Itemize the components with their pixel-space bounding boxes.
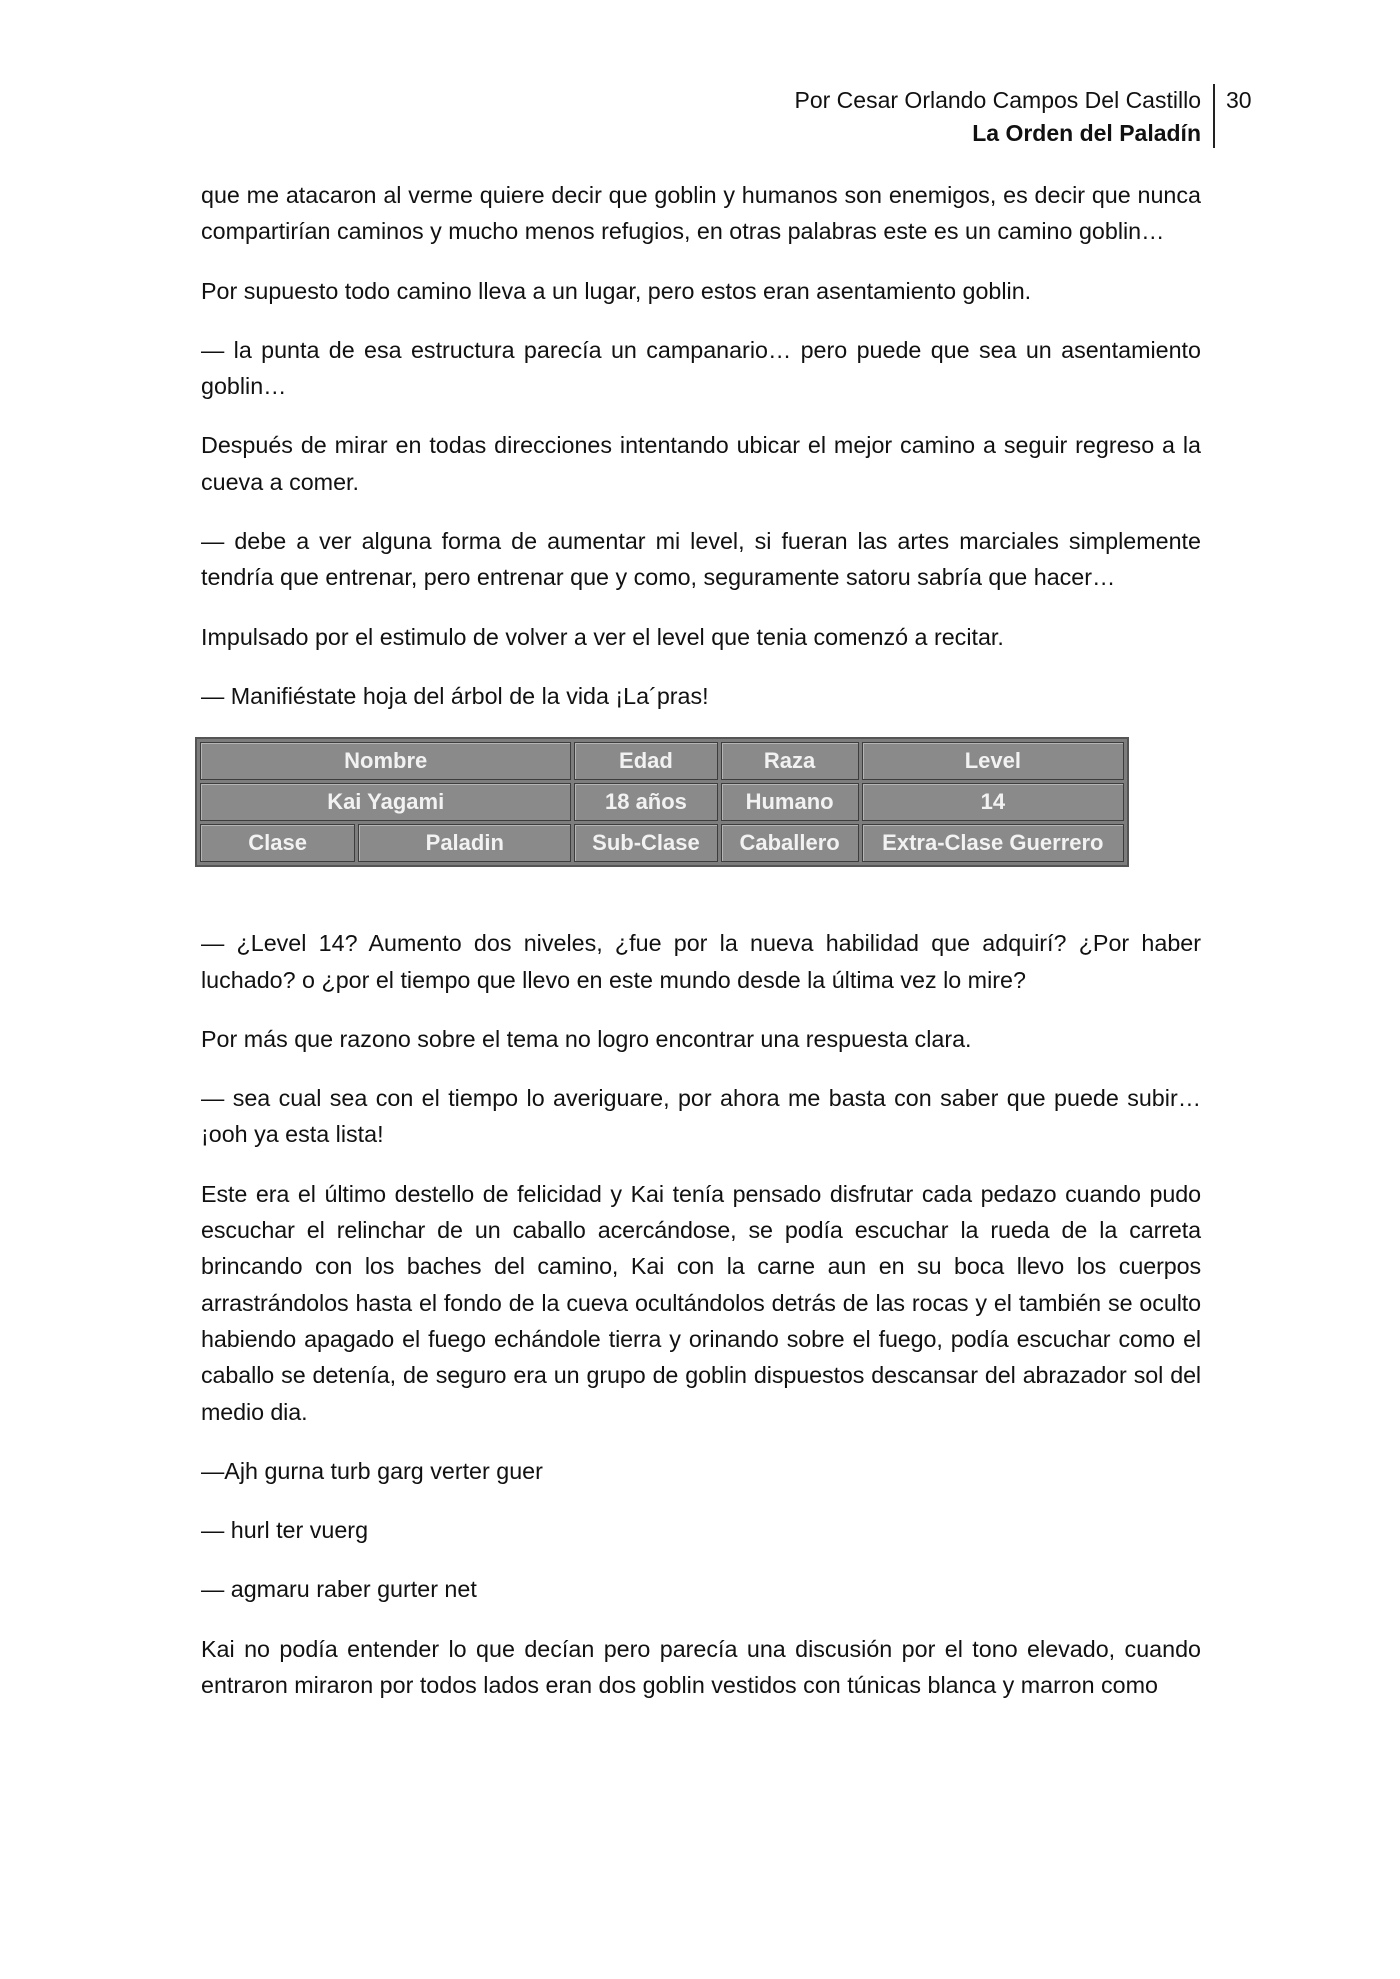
- header-divider: [1213, 84, 1215, 148]
- character-stats-panel: [195, 737, 1129, 871]
- paragraph: Por supuesto todo camino lleva a un lugar, pero estos eran asentamiento goblin.: [201, 277, 1032, 304]
- stats-cell-subclase-value: Caballero: [721, 824, 859, 862]
- stats-cell-clase-label: Clase: [200, 824, 355, 862]
- paragraph: — la punta de esa estructura parecía un campanario… pero puede que sea un asentamiento goblin…: [201, 336, 1201, 400]
- paragraph: Después de mirar en todas direcciones intentando ubicar el mejor camino a seguir regreso a la cueva a comer.: [201, 432, 1201, 495]
- paragraph: — hurl ter vuerg: [201, 1517, 369, 1544]
- header-book-title: La Orden del Paladín: [972, 120, 1201, 146]
- paragraph: Impulsado por el estimulo de volver a ver el level que tenia comenzó a recitar.: [201, 623, 1004, 650]
- page-header: [780, 84, 1201, 150]
- stats-cell-nombre-label: Nombre: [200, 742, 571, 780]
- stats-cell-edad-value: 18 años: [574, 783, 717, 821]
- stats-cell-level-label: Level: [862, 742, 1124, 780]
- stats-cell-clase-value: Paladin: [358, 824, 571, 862]
- header-text-block: [795, 84, 1202, 149]
- page-number: 30: [1226, 87, 1252, 113]
- stats-cell-edad-label: Edad: [574, 742, 717, 780]
- stats-cell-extraclase: Extra-Clase Guerrero: [862, 824, 1124, 862]
- paragraph: — agmaru raber gurter net: [201, 1576, 477, 1603]
- header-author: Por Cesar Orlando Campos Del Castillo: [794, 87, 1201, 113]
- page-body: [201, 177, 1201, 1726]
- paragraph: que me atacaron al verme quiere decir que goblin y humanos son enemigos, es decir que nunca compartirían caminos y mucho menos refugios, en otras palabras este es un camino goblin…: [201, 182, 1201, 245]
- paragraph: Kai no podía entender lo que decían pero parecía una discusión por el tono elevado, cuando entraron miraron por todos lados eran dos goblin vestidos con túnicas blanca y marron como: [201, 1635, 1201, 1699]
- paragraph: Por más que razono sobre el tema no logro encontrar una respuesta clara.: [201, 1025, 972, 1052]
- stats-header-row: [200, 742, 1124, 780]
- paragraph: — debe a ver alguna forma de aumentar mi level, si fueran las artes marciales simplemente tendría que entrenar, pero entrenar que y como, seguramente satoru sabría que hacer…: [201, 528, 1201, 591]
- stats-cell-raza-label: Raza: [721, 742, 859, 780]
- stats-class-row: [200, 824, 1124, 862]
- paragraph: — sea cual sea con el tiempo lo averiguare, por ahora me basta con saber que puede subir… ¡ooh ya esta lista!: [201, 1085, 1201, 1148]
- paragraph: — Manifiéstate hoja del árbol de la vida ¡La´pras!: [201, 682, 709, 709]
- stats-cell-nombre-value: Kai Yagami: [200, 783, 571, 821]
- character-stats-table: [195, 737, 1129, 867]
- stats-value-row: [200, 783, 1124, 821]
- paragraph: — ¿Level 14? Aumento dos niveles, ¿fue por la nueva habilidad que adquirí? ¿Por haber luchado? o ¿por el tiempo que llevo en este mundo desde la última vez lo mire?: [201, 930, 1201, 993]
- stats-cell-subclase-label: Sub-Clase: [574, 824, 717, 862]
- paragraph: Este era el último destello de felicidad y Kai tenía pensado disfrutar cada pedazo cuando pudo escuchar el relinchar de un caballo acercándose, se podía escuchar la rueda de la carreta brincando con los baches del camino, Kai con la carne aun en su boca llevo los cuerpos arrastrándolos hasta el fondo de la cueva ocultándolos detrás de las rocas y el también se oculto habiendo apagado el fuego echándole tierra y orinando sobre el fuego, podía escuchar como el caballo se detenía, de seguro era un grupo de goblin dispuestos descansar del abrazador sol del medio dia.: [201, 1180, 1201, 1425]
- paragraph: —Ajh gurna turb garg verter guer: [201, 1457, 543, 1484]
- stats-cell-level-value: 14: [862, 783, 1124, 821]
- stats-cell-raza-value: Humano: [721, 783, 859, 821]
